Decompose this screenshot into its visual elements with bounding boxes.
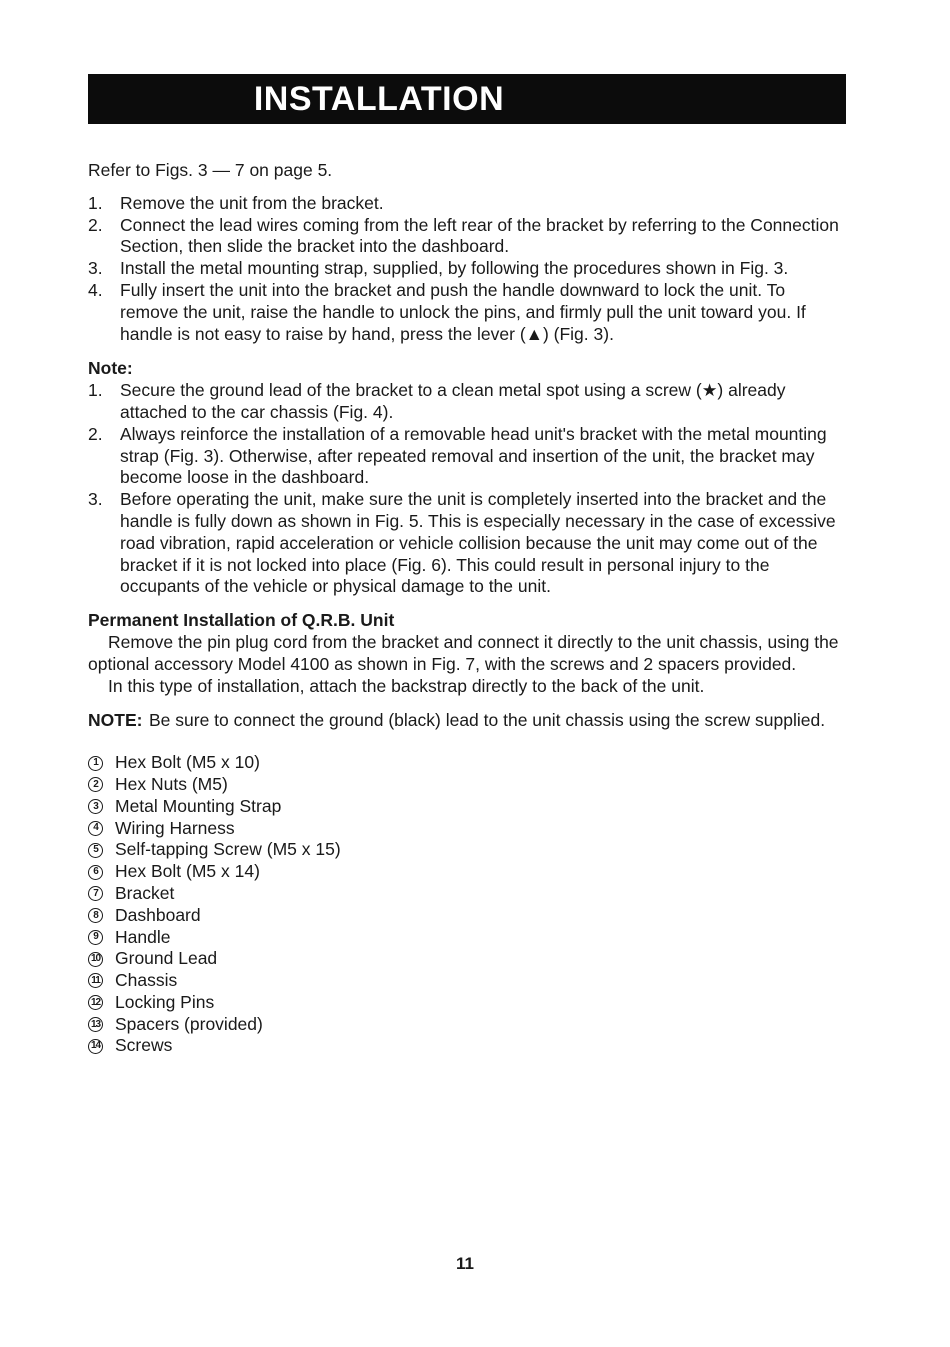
circled-number: 10 [88, 952, 103, 967]
part-label: Screws [115, 1035, 173, 1056]
parts-list [88, 752, 848, 1057]
part-item [88, 883, 848, 905]
section-header-banner [88, 74, 846, 124]
step-text: Remove the unit from the bracket. [120, 192, 384, 213]
circled-number: 12 [88, 995, 103, 1010]
part-item [88, 1035, 848, 1057]
part-label: Metal Mounting Strap [115, 795, 282, 816]
step-number: 3. [88, 258, 103, 279]
circled-number: 1 [88, 756, 103, 771]
step-text: Install the metal mounting strap, supplied, by following the procedures shown in Fig. 3. [120, 258, 789, 279]
ground-note-text: Be sure to connect the ground (black) lead to the unit chassis using the screw supplied. [149, 710, 826, 731]
step-item [88, 280, 848, 345]
note-text: Always reinforce the installation of a removable head unit's bracket with the metal mounting strap (Fig. 3). Otherwise, after repeated removal and insertion of the unit, the bracket may become loose in the dashboard. [120, 423, 827, 488]
step-number: 1. [88, 192, 103, 213]
circled-number: 4 [88, 821, 103, 836]
part-label: Dashboard [115, 904, 201, 925]
part-label: Hex Bolt (M5 x 14) [115, 861, 260, 882]
part-label: Hex Bolt (M5 x 10) [115, 752, 260, 773]
intro-text: Refer to Figs. 3 — 7 on page 5. [88, 160, 333, 180]
note-item [88, 489, 848, 598]
part-label: Handle [115, 926, 171, 947]
installation-steps [88, 193, 848, 346]
part-item [88, 774, 848, 796]
step-item [88, 193, 848, 215]
part-item [88, 927, 848, 949]
note-item [88, 424, 848, 489]
circled-number: 8 [88, 908, 103, 923]
step-text: Fully insert the unit into the bracket and push the handle downward to lock the unit. To remove the unit, raise the handle to unlock the pins, and firmly pull the unit toward you. If handle is not easy to raise by hand, press the lever (▲) (Fig. 3). [120, 279, 806, 344]
ground-note [88, 710, 848, 732]
part-item [88, 992, 848, 1014]
circled-number: 5 [88, 843, 103, 858]
part-label: Wiring Harness [115, 817, 235, 838]
part-label: Bracket [115, 882, 175, 903]
page-content [88, 160, 848, 1057]
note-text: Secure the ground lead of the bracket to a clean metal spot using a screw (★) already attached to the car chassis (Fig. 4). [120, 380, 786, 422]
circled-number: 6 [88, 865, 103, 880]
page-number: 11 [456, 1254, 474, 1273]
part-item [88, 948, 848, 970]
part-label: Self-tapping Screw (M5 x 15) [115, 839, 341, 860]
note-number: 2. [88, 423, 103, 444]
part-item [88, 905, 848, 927]
permanent-paragraph-2: In this type of installation, attach the backstrap directly to the back of the unit. [108, 675, 705, 696]
section-title: INSTALLATION [253, 79, 505, 118]
step-number: 4. [88, 279, 103, 300]
circled-number: 2 [88, 777, 103, 792]
step-item [88, 215, 848, 259]
part-label: Chassis [115, 970, 178, 991]
circled-number: 9 [88, 930, 103, 945]
step-text: Connect the lead wires coming from the left rear of the bracket by referring to the Connection Section, then slide the bracket into the dashboard. [120, 214, 839, 257]
part-item [88, 970, 848, 992]
step-item [88, 258, 848, 280]
part-item [88, 861, 848, 883]
part-item [88, 818, 848, 840]
part-label: Hex Nuts (M5) [115, 773, 228, 794]
circled-number: 13 [88, 1017, 103, 1032]
part-label: Locking Pins [115, 991, 215, 1012]
note-list [88, 380, 848, 598]
note-heading: Note: [88, 358, 133, 379]
part-item [88, 839, 848, 861]
part-label: Spacers (provided) [115, 1013, 263, 1034]
part-label: Ground Lead [115, 948, 218, 969]
part-item [88, 752, 848, 774]
note-item [88, 380, 848, 424]
permanent-installation-heading: Permanent Installation of Q.R.B. Unit [88, 610, 395, 631]
note-number: 1. [88, 380, 103, 401]
part-item [88, 1014, 848, 1036]
step-number: 2. [88, 214, 103, 235]
part-item [88, 796, 848, 818]
circled-number: 11 [88, 973, 103, 988]
note-number: 3. [88, 489, 103, 510]
note-text: Before operating the unit, make sure the unit is completely inserted into the bracket and the handle is fully down as shown in Fig. 5. This is especially necessary in the case of excessive road vibration, rapid acceleration or vehicle collision because the unit may come out of the bracket if it is not locked into place (Fig. 6). This could result in personal injury to the occupants of the vehicle or physical damage to the unit. [120, 489, 836, 597]
circled-number: 14 [88, 1039, 103, 1054]
ground-note-label: NOTE: [88, 710, 143, 731]
circled-number: 3 [88, 799, 103, 814]
permanent-paragraph-1: Remove the pin plug cord from the bracket and connect it directly to the unit chassis, using the optional accessory Model 4100 as shown in Fig. 7, with the screws and 2 spacers provided. [88, 631, 839, 674]
circled-number: 7 [88, 886, 103, 901]
